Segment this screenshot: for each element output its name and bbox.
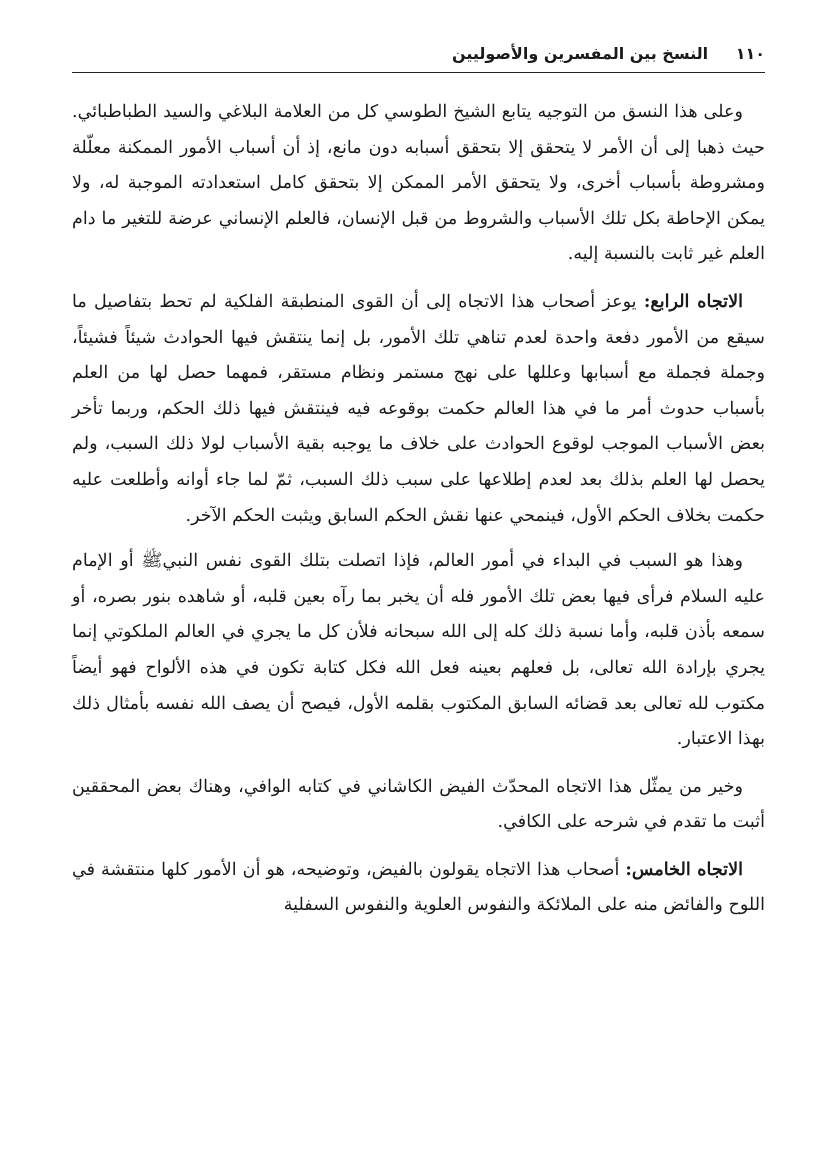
paragraph [72,284,765,534]
running-header [72,38,765,70]
paragraph-lead: الاتجاه الخامس: [625,858,743,880]
paragraph-lead: الاتجاه الرابع: [643,290,744,312]
paragraph-text: أصحاب هذا الاتجاه يقولون بالفيض، وتوضيحه، هو أن الأمور كلها منتقشة في اللوح والفائض منه على الملائكة والنفوس العلوية والنفوس السفلية [72,859,765,916]
paragraph [72,852,765,924]
paragraph [72,543,765,758]
paragraph-text: وخير من يمثّل هذا الاتجاه المحدّث الفيض الكاشاني في كتابه الوافي، وهناك بعض المحققين أثبت ما تقدم في شرحه على الكافي. [72,776,765,833]
paragraph [72,769,765,841]
running-title: النسخ بين المفسرين والأصوليين [451,44,709,63]
paragraph-text: وعلى هذا النسق من التوجيه يتابع الشيخ الطوسي كل من العلامة البلاغي والسيد الطباطبائي. حيث ذهبا إلى أن الأمر لا يتحقق إلا بتحقق أسبابه دون مانع، إذ أن أسباب الأمور الممكنة معلّلة ومشروطة بأسباب أخرى، ولا يتحقق الأمر الممكن إلا بتحقق كامل استعدادته الموجبة له، ولا يمكن الإحاطة بكل تلك الأسباب والشروط من قبل الإنسان، فالعلم الإنساني عرضة للتغير ما دام العلم غير ثابت بالنسبة إليه. [72,102,765,265]
body-text [72,94,765,935]
page-number: ١١٠ [735,44,765,63]
paragraph [72,94,765,273]
paragraph-text: وهذا هو السبب في البداء في أمور العالم، فإذا اتصلت بتلك القوى نفس النبيﷺ أو الإمام عليه السلام فرأى فيها بعض تلك الأمور فله أن يخبر بما رآه بعين قلبه، أو شاهده بنور بصره، أو سمعه بأذن قلبه، وأما نسبة ذلك كله إلى الله سبحانه فلأن كل ما يجري في العالم الملكوتي إنما يجري بإرادة الله تعالى، بل فعلهم بعينه فعل الله فكل كتابة تكون في هذه الألواح فهو أيضاً مكتوب لله تعالى بعد قضائه السابق المكتوب بقلمه الأول، فيصح أن يصف الله نفسه بأمثال ذلك بهذا الاعتبار. [72,551,765,750]
paragraph-text: يوعز أصحاب هذا الاتجاه إلى أن القوى المنطبقة الفلكية لم تحط بتفاصيل ما سيقع من الأمور دفعة واحدة لعدم تناهي تلك الأمور، بل إنما ينتقش فيها الحوادث شيئاً فشيئاً، وجملة فجملة مع أسبابها وعللها على نهج مستمر ونظام مستقر، فمهما حصل لها من العلم بأسباب حدوث أمر ما في هذا العالم حكمت بوقوعه فيه فينتقش فيها ذلك الحكم، وربما تأخر بعض الأسباب الموجب لوقوع الحوادث على خلاف ما يوجبه بقية الأسباب لولا ذلك السبب، ولم يحصل لها العلم بذلك بعد لعدم إطلاعها على سبب ذلك السبب، ثمّ لما جاء أوانه وأطلعت عليه حكمت بخلاف الحكم الأول، فينمحي عنها نقش الحكم السابق ويثبت الحكم الآخر. [72,291,765,526]
header-rule [72,72,765,73]
